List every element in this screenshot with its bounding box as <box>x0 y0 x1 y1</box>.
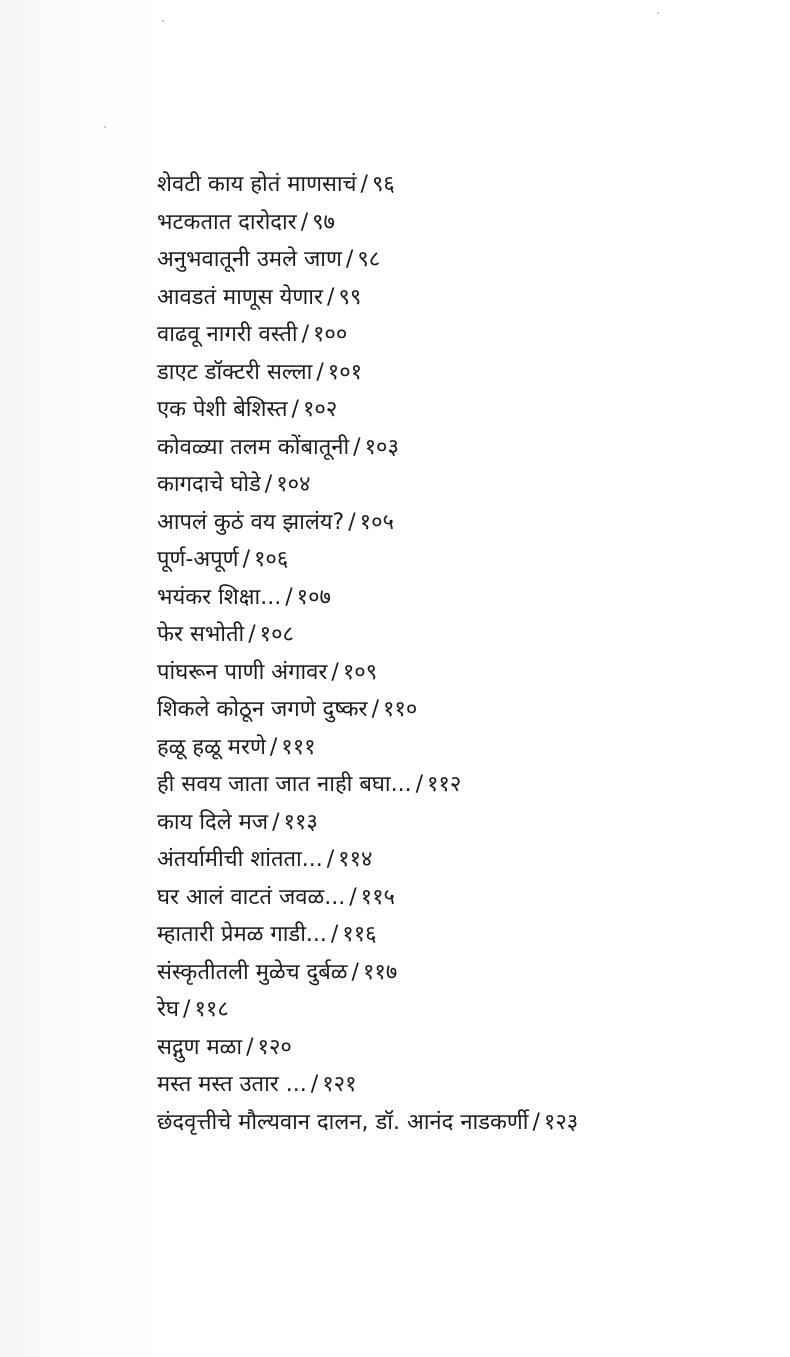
toc-entry-page-number: ११० <box>382 697 418 722</box>
toc-separator: / <box>348 509 356 535</box>
toc-separator: / <box>248 622 256 647</box>
toc-entry <box>157 1066 578 1104</box>
toc-entry <box>157 241 578 279</box>
toc-entry-page-number: ११५ <box>360 884 395 910</box>
toc-entry-page-number: १०९ <box>342 659 378 685</box>
toc-entry-title: मस्त मस्त उतार ... <box>157 1072 307 1097</box>
toc-separator: / <box>326 847 335 872</box>
toc-entry-title: भटकतात दारोदार <box>157 209 297 235</box>
toc-entry <box>157 804 578 842</box>
toc-entry-page-number: १०५ <box>359 509 394 535</box>
toc-separator: / <box>301 322 309 347</box>
toc-entry-page-number: ११६ <box>342 922 377 947</box>
toc-separator: / <box>345 247 354 272</box>
toc-entry-page-number: ९७ <box>312 209 335 235</box>
toc-separator: / <box>272 809 280 835</box>
toc-entry <box>157 1029 578 1067</box>
toc-entry-title: हळू हळू मरणे <box>157 734 266 760</box>
toc-entry <box>157 766 578 804</box>
toc-entry-page-number: १२३ <box>543 1109 579 1135</box>
toc-entry <box>157 429 578 467</box>
toc-entry-title: संस्कृतीतली मुळेच दुर्बळ <box>157 959 348 985</box>
toc-entry-page-number: १०६ <box>253 547 289 572</box>
toc-entry <box>157 729 578 767</box>
toc-entry-page-number: १०७ <box>296 584 331 610</box>
toc-entry-page-number: १०३ <box>364 434 399 460</box>
toc-entry-page-number: ९६ <box>371 172 395 197</box>
toc-separator: / <box>371 697 379 722</box>
toc-entry-title: अंतर्यामीची शांतता... <box>157 847 323 872</box>
toc-entry <box>157 879 578 917</box>
toc-entry <box>157 466 578 504</box>
toc-entry-title: भयंकर शिक्षा... <box>157 584 282 610</box>
toc-entry <box>157 316 578 354</box>
toc-separator: / <box>353 434 361 460</box>
toc-entry-title: काय दिले मज <box>157 809 269 835</box>
toc-separator: / <box>183 997 191 1022</box>
paper-speck <box>104 126 106 128</box>
toc-separator: / <box>269 734 278 760</box>
toc-entry-title: रेघ <box>157 997 180 1022</box>
toc-separator: / <box>316 359 324 385</box>
toc-separator: / <box>331 659 339 685</box>
toc-entry-page-number: १०१ <box>327 359 363 385</box>
toc-entry-title: घर आलं वाटतं जवळ... <box>157 884 346 910</box>
toc-separator: / <box>242 547 250 572</box>
toc-separator: / <box>415 772 423 797</box>
toc-entry-title: शेवटी काय होतं माणसाचं <box>157 172 357 197</box>
toc-entry <box>157 354 578 392</box>
toc-entry-title: वाढवू नागरी वस्ती <box>157 322 298 347</box>
toc-separator: / <box>532 1109 540 1135</box>
toc-entry-title: अनुभवातूनी उमले जाण <box>157 247 342 272</box>
toc-entry <box>157 279 578 317</box>
table-of-contents <box>157 166 578 1141</box>
toc-entry <box>157 166 578 204</box>
toc-entry <box>157 204 578 242</box>
toc-entry-title: डाएट डॉक्टरी सल्ला <box>157 359 313 385</box>
toc-entry-page-number: १११ <box>281 734 316 760</box>
toc-entry-page-number: १०४ <box>276 472 311 497</box>
toc-entry <box>157 916 578 954</box>
toc-entry-page-number: ११२ <box>426 772 462 797</box>
toc-entry <box>157 579 578 617</box>
toc-entry-page-number: १२१ <box>322 1072 357 1097</box>
toc-entry-page-number: ९८ <box>357 247 381 272</box>
toc-entry <box>157 841 578 879</box>
toc-entry-page-number: १०२ <box>302 397 338 422</box>
toc-entry-title: आपलं कुठं वय झालंय? <box>157 509 345 535</box>
toc-entry-page-number: १२० <box>257 1034 292 1060</box>
toc-entry <box>157 691 578 729</box>
toc-separator: / <box>351 959 359 985</box>
toc-separator: / <box>327 284 335 310</box>
toc-entry-title: फेर सभोती <box>157 622 245 647</box>
toc-entry-title: ही सवय जाता जात नाही बघा... <box>157 772 412 797</box>
toc-separator: / <box>264 472 273 497</box>
toc-entry-title: छंदवृत्तीचे मौल्यवान दालन, डॉ. आनंद नाडकर्णी <box>157 1109 529 1135</box>
toc-separator: / <box>291 397 299 422</box>
toc-separator: / <box>285 584 293 610</box>
toc-separator: / <box>330 922 339 947</box>
toc-entry-title: म्हातारी प्रेमळ गाडी... <box>157 922 327 947</box>
toc-entry-page-number: ११४ <box>338 847 373 872</box>
toc-entry-title: कागदाचे घोडे <box>157 472 261 497</box>
paper-speck <box>657 12 659 14</box>
toc-entry <box>157 654 578 692</box>
toc-entry-page-number: ११८ <box>194 997 229 1022</box>
toc-entry-title: कोवळ्या तलम कोंबातूनी <box>157 434 350 460</box>
toc-entry <box>157 616 578 654</box>
toc-entry-title: आवडतं माणूस येणार <box>157 284 324 310</box>
toc-entry <box>157 991 578 1029</box>
toc-separator: / <box>360 172 368 197</box>
toc-entry-page-number: १०० <box>312 322 348 347</box>
toc-entry-title: पांघरून पाणी अंगावर <box>157 659 328 685</box>
toc-entry-title: शिकले कोठून जगणे दुष्कर <box>157 697 368 722</box>
toc-entry <box>157 954 578 992</box>
toc-entry-title: एक पेशी बेशिस्त <box>157 397 288 422</box>
toc-entry <box>157 391 578 429</box>
toc-entry-page-number: ९९ <box>338 284 362 310</box>
toc-separator: / <box>300 209 309 235</box>
toc-entry <box>157 1104 578 1142</box>
toc-entry-page-number: ११३ <box>283 809 318 835</box>
toc-separator: / <box>246 1034 254 1060</box>
paper-speck <box>162 20 164 22</box>
toc-entry-page-number: १०८ <box>259 622 294 647</box>
toc-entry <box>157 541 578 579</box>
toc-separator: / <box>349 884 357 910</box>
toc-separator: / <box>310 1072 319 1097</box>
toc-entry-title: सद्गुण मळा <box>157 1034 243 1060</box>
toc-entry-title: पूर्ण-अपूर्ण <box>157 547 239 572</box>
toc-entry <box>157 504 578 542</box>
toc-entry-page-number: ११७ <box>362 959 398 985</box>
